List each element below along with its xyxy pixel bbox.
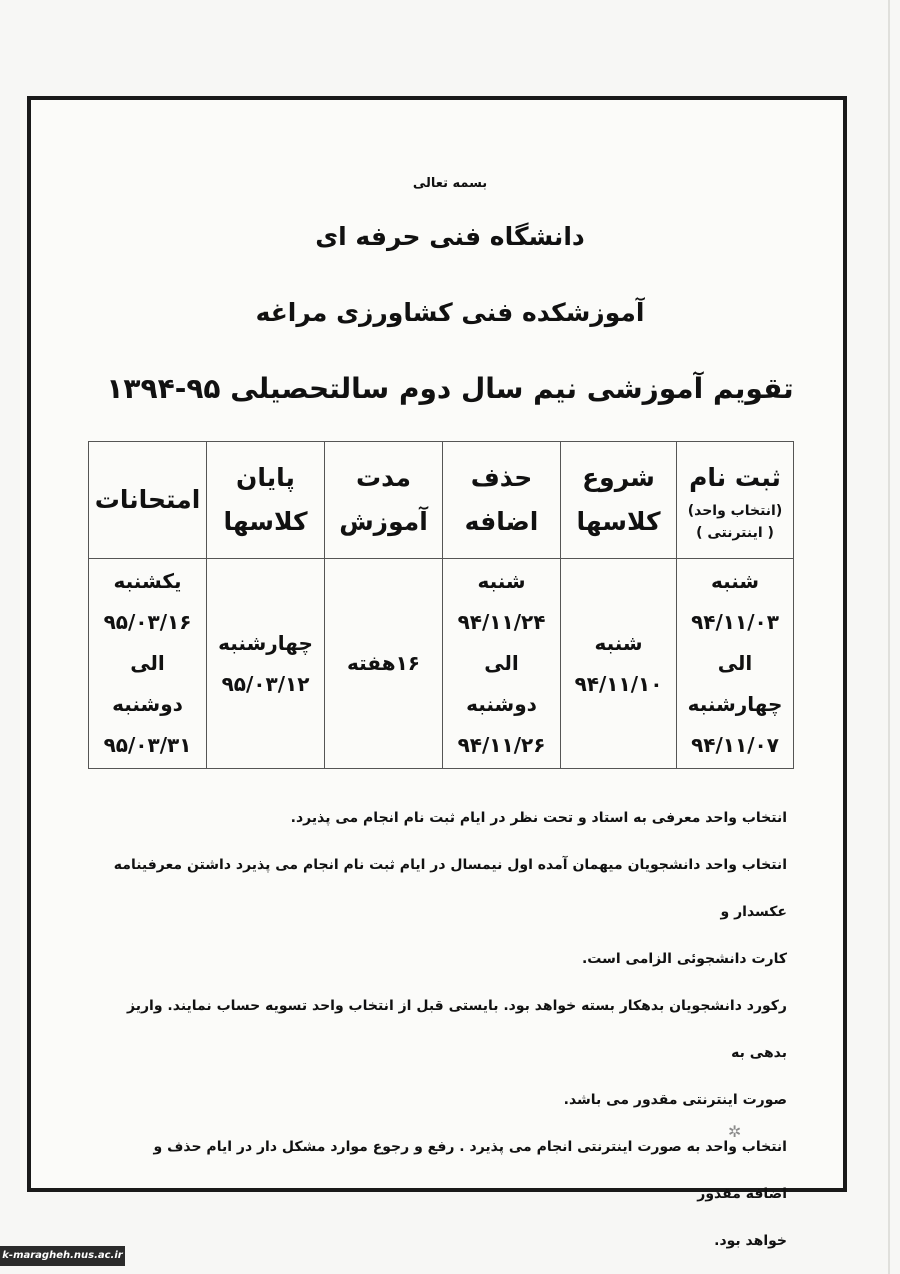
calendar-title: تقویم آموزشی نیم سال دوم سالتحصیلی ۹۵-۱۳۹۴ bbox=[106, 372, 794, 405]
table-row bbox=[89, 559, 794, 769]
cell-add-drop: شنبه ۹۴/۱۱/۲۴ الی دوشنبه ۹۴/۱۱/۲۶ bbox=[443, 559, 561, 769]
schedule-table bbox=[88, 441, 794, 769]
header-registration: ثبت نام (انتخاب واحد) ( اینترنتی ) bbox=[677, 442, 794, 559]
note-line: انتخاب واحد به صورت اینترنتی انجام می پذیرد . رفع و رجوع موارد مشکل دار در ایام حذف و اضافه مقدور bbox=[153, 1139, 787, 1202]
header-exams: امتحانات bbox=[89, 442, 207, 559]
note-line: صورت اینترنتی مقدور می باشد. bbox=[563, 1092, 787, 1108]
header-duration: مدت آموزش bbox=[325, 442, 443, 559]
table-header-row bbox=[89, 442, 794, 559]
note-line: انتخاب واحد معرفی به استاد و تحت نظر در ایام ثبت نام انجام می پذیرد. bbox=[290, 810, 787, 826]
site-watermark: k-maragheh.nus.ac.ir bbox=[0, 1246, 125, 1266]
page-edge bbox=[888, 0, 890, 1274]
cell-exams: یکشنبه ۹۵/۰۳/۱۶ الی دوشنبه ۹۵/۰۳/۳۱ bbox=[89, 559, 207, 769]
cell-registration: شنبه ۹۴/۱۱/۰۳ الی چهارشنبه ۹۴/۱۱/۰۷ bbox=[677, 559, 794, 769]
stamp-mark-icon: ✲ bbox=[728, 1122, 742, 1141]
cell-class-start: شنبه ۹۴/۱۱/۱۰ bbox=[561, 559, 677, 769]
header-class-start: شروع کلاسها bbox=[561, 442, 677, 559]
cell-class-end: چهارشنبه ۹۵/۰۳/۱۲ bbox=[207, 559, 325, 769]
note-line: رکورد دانشجویان بدهکار بسته خواهد بود. بایستی قبل از انتخاب واحد تسویه حساب نمایند. واریز بدهی به bbox=[127, 998, 787, 1061]
header-class-end: پایان کلاسها bbox=[207, 442, 325, 559]
cell-duration: ۱۶هفته bbox=[325, 559, 443, 769]
note-line: کارت دانشجوئی الزامی است. bbox=[581, 951, 787, 967]
header-add-drop: حذف اضافه bbox=[443, 442, 561, 559]
note-line: خواهد بود. bbox=[714, 1233, 787, 1249]
note-line: انتخاب واحد دانشجویان میهمان آمده اول نیمسال در ایام ثبت نام انجام می پذیرد داشتن معرفینامه عکسدار و bbox=[113, 857, 787, 920]
college-title: آموزشکده فنی کشاورزی مراغه bbox=[255, 298, 645, 327]
notes bbox=[112, 795, 787, 1265]
university-title: دانشگاه فنی حرفه ای bbox=[315, 222, 585, 251]
basmala: بسمه تعالی bbox=[412, 176, 488, 191]
